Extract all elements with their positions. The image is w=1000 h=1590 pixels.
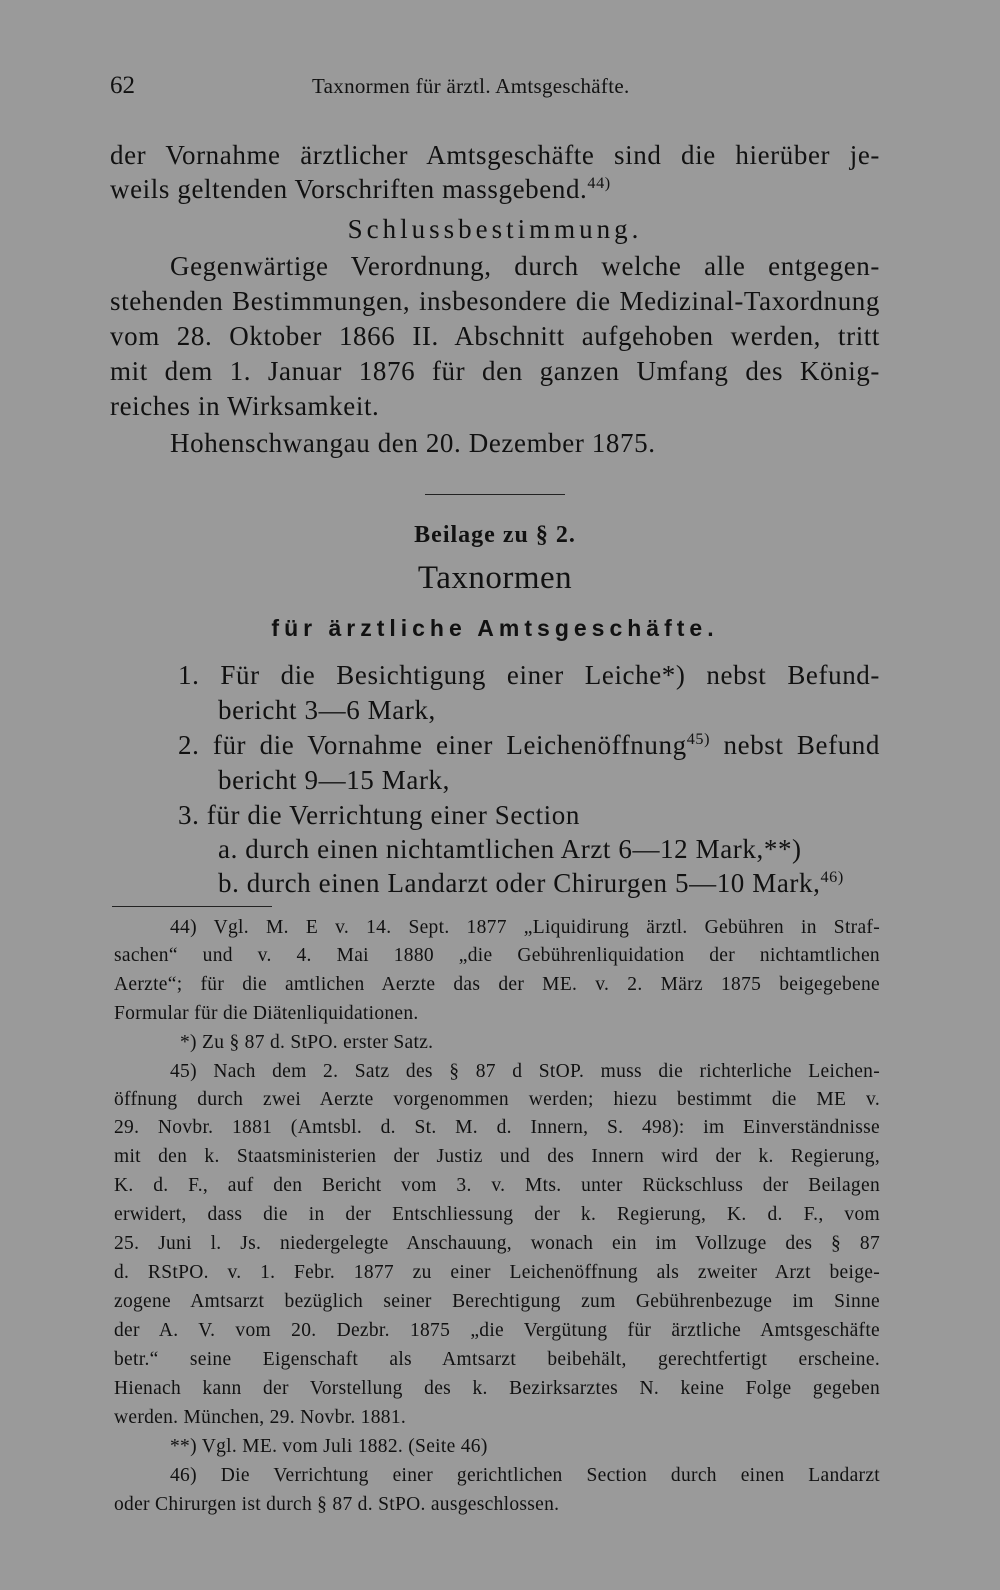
date-line: Hohenschwangau den 20. Dezember 1875.	[170, 428, 656, 458]
footnote-45-line-3: 29. Novbr. 1881 (Amtsbl. d. St. M. d. Innern, S. 498): im Einverständnisse	[114, 1117, 880, 1138]
footnote-46-line-1: 46) Die Verrichtung einer gerichtlichen Section durch einen Landarzt	[170, 1465, 880, 1486]
footnote-45-line-2: öffnung durch zwei Aerzte vorgenommen werden; hiezu bestimmt die ME v.	[114, 1089, 880, 1110]
footnote-44-line-4: Formular für die Diätenliquidationen.	[114, 1003, 419, 1024]
running-title: Taxnormen für ärztl. Amtsgeschäfte.	[312, 74, 630, 98]
footnote-ref-45: 45)	[686, 730, 711, 748]
footnote-ref-46: 46)	[820, 868, 844, 886]
footnote-45-line-7: 25. Juni l. Js. niedergelegte Anschauung, wonach ein im Vollzuge des § 87	[114, 1233, 880, 1254]
beilage-label: Beilage zu § 2.	[414, 522, 576, 548]
footnote-45-line-5: K. d. F., auf den Bericht vom 3. v. Mts. unter Rückschluss der Beilagen	[114, 1175, 880, 1196]
section-heading-schlussbestimmung: Schlussbestimmung.	[347, 214, 643, 244]
footnote-45-line-1: 45) Nach dem 2. Satz des § 87 d StOP. muss die richterliche Leichen-	[170, 1061, 880, 1082]
item-2-line-1	[178, 730, 880, 761]
footnote-45-line-4: mit den k. Staatsministerien der Justiz und des Innern wird der k. Regierung,	[114, 1146, 880, 1167]
footnote-45-line-6: erwidert, dass die in der Entschliessung der k. Regierung, K. d. F., vom	[114, 1204, 880, 1225]
footnote-45-line-8: d. RStPO. v. 1. Febr. 1877 zu einer Leichenöffnung als zweiter Arzt beige-	[114, 1262, 880, 1283]
intro-line-2-text: weils geltenden Vorschriften massgebend.	[110, 174, 588, 204]
footnote-45-line-13: werden. München, 29. Novbr. 1881.	[114, 1407, 407, 1428]
beilage-subtitle: für ärztliche Amtsgeschäfte.	[271, 615, 719, 641]
section-divider	[425, 494, 565, 495]
item-3a: a. durch einen nichtamtlichen Arzt 6—12 Mark,**)	[218, 834, 802, 864]
schluss-line-3: vom 28. Oktober 1866 II. Abschnitt aufgehoben werden, tritt	[110, 321, 880, 351]
footnote-ref-44: 44)	[587, 174, 611, 192]
footnote-46-line-2: oder Chirurgen ist durch § 87 d. StPO. ausgeschlossen.	[114, 1494, 560, 1515]
item-3-line-1: 3. für die Verrichtung einer Section	[178, 800, 580, 830]
footnote-44-line-1: 44) Vgl. M. E v. 14. Sept. 1877 „Liquidirung ärztl. Gebühren in Straf-	[170, 917, 880, 938]
beilage-title: Taxnormen	[417, 560, 573, 596]
item-3b	[218, 868, 844, 899]
schluss-line-4: mit dem 1. Januar 1876 für den ganzen Umfang des König-	[110, 356, 880, 386]
footnote-44-line-3: Aerzte“; für die amtlichen Aerzte das der ME. v. 2. März 1875 beigegebene	[114, 974, 880, 995]
footnote-45-line-12: Hienach kann der Vorstellung des k. Bezirksarztes N. keine Folge gegeben	[114, 1378, 880, 1399]
footnote-divider	[112, 906, 272, 907]
schluss-line-5: reiches in Wirksamkeit.	[110, 391, 380, 421]
item-2-line-1-text: 2. für die Vornahme einer Leichenöffnung	[178, 730, 687, 760]
footnote-double-star: **) Vgl. ME. vom Juli 1882. (Seite 46)	[170, 1436, 488, 1457]
footnote-44-line-2: sachen“ und v. 4. Mai 1880 „die Gebührenliquidation der nichtamtlichen	[114, 945, 880, 966]
item-2-line-1-tail: nebst Befund	[710, 730, 881, 760]
item-3b-text: b. durch einen Landarzt oder Chirurgen 5—10 Mark,	[218, 868, 821, 898]
page-number: 62	[110, 72, 135, 99]
item-2-line-2: bericht 9—15 Mark,	[218, 765, 450, 795]
schluss-line-1: Gegenwärtige Verordnung, durch welche alle entgegen-	[170, 251, 880, 281]
intro-line-1: der Vornahme ärztlicher Amtsgeschäfte sind die hierüber je-	[110, 140, 880, 170]
footnote-star: *) Zu § 87 d. StPO. erster Satz.	[180, 1032, 434, 1053]
schluss-line-2: stehenden Bestimmungen, insbesondere die Medizinal-Taxordnung	[110, 286, 880, 316]
footnote-45-line-9: zogene Amtsarzt bezüglich seiner Berechtigung zum Gebührenbezuge im Sinne	[114, 1291, 880, 1312]
item-1-line-2: bericht 3—6 Mark,	[218, 695, 436, 725]
footnote-45-line-11: betr.“ seine Eigenschaft als Amtsarzt beibehält, gerechtfertigt erscheine.	[114, 1349, 880, 1370]
item-1-line-1: 1. Für die Besichtigung einer Leiche*) nebst Befund-	[178, 660, 880, 690]
intro-line-2	[110, 174, 611, 205]
footnote-45-line-10: der A. V. vom 20. Dezbr. 1875 „die Vergütung für ärztliche Amtsgeschäfte	[114, 1320, 880, 1341]
